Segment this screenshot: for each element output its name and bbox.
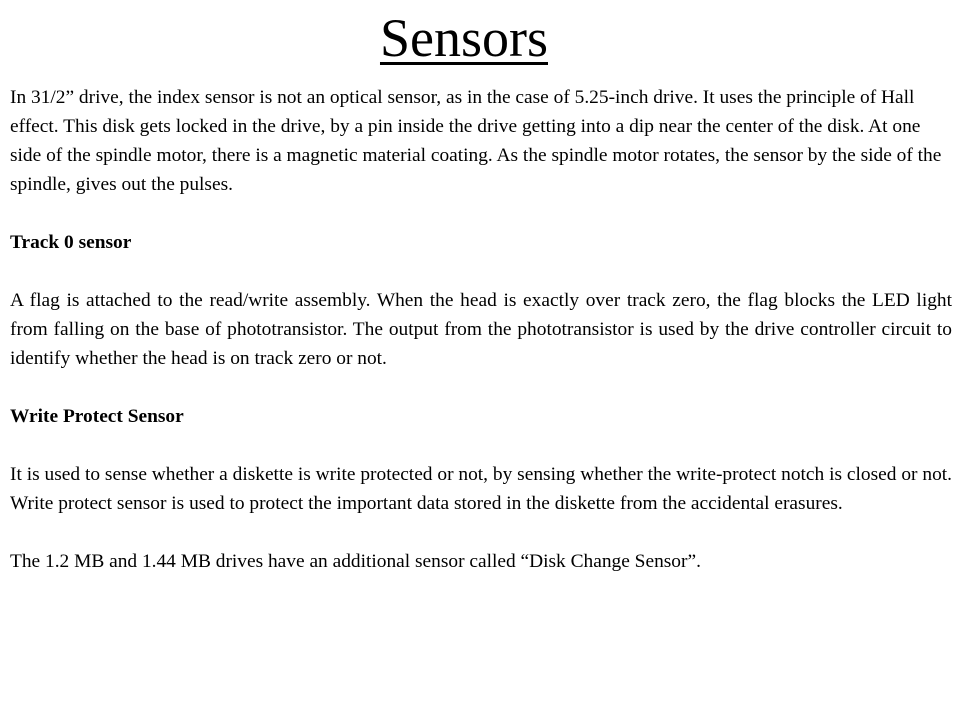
track0-paragraph: A flag is attached to the read/write assembly. When the head is exactly over track zero, the flag blocks the LED light from falling on the base of phototransistor. The output from the phototransistor is used by the drive controller circuit to identify whether the head is on track zero or not. [10, 290, 952, 369]
write-protect-paragraph: It is used to sense whether a diskette is write protected or not, by sensing whether the write-protect notch is closed or not. Write protect sensor is used to protect the important data stored in the diskette from the accidental erasures. [10, 464, 952, 514]
closing-paragraph: The 1.2 MB and 1.44 MB drives have an additional sensor called “Disk Change Sensor”. [10, 551, 701, 572]
slide-title: Sensors [379, 8, 548, 68]
intro-paragraph: In 31/2” drive, the index sensor is not an optical sensor, as in the case of 5.25-inch drive. It uses the principle of Hall effect. This disk gets locked in the drive, by a pin inside the drive getting into a dip near the center of the disk. At one side of the spindle motor, there is a magnetic material coating. As the spindle motor rotates, the sensor by the side of the spindle, gives out the pulses. [10, 87, 942, 195]
write-protect-heading: Write Protect Sensor [10, 406, 184, 427]
track0-heading: Track 0 sensor [10, 232, 132, 253]
slide-body [10, 83, 952, 605]
